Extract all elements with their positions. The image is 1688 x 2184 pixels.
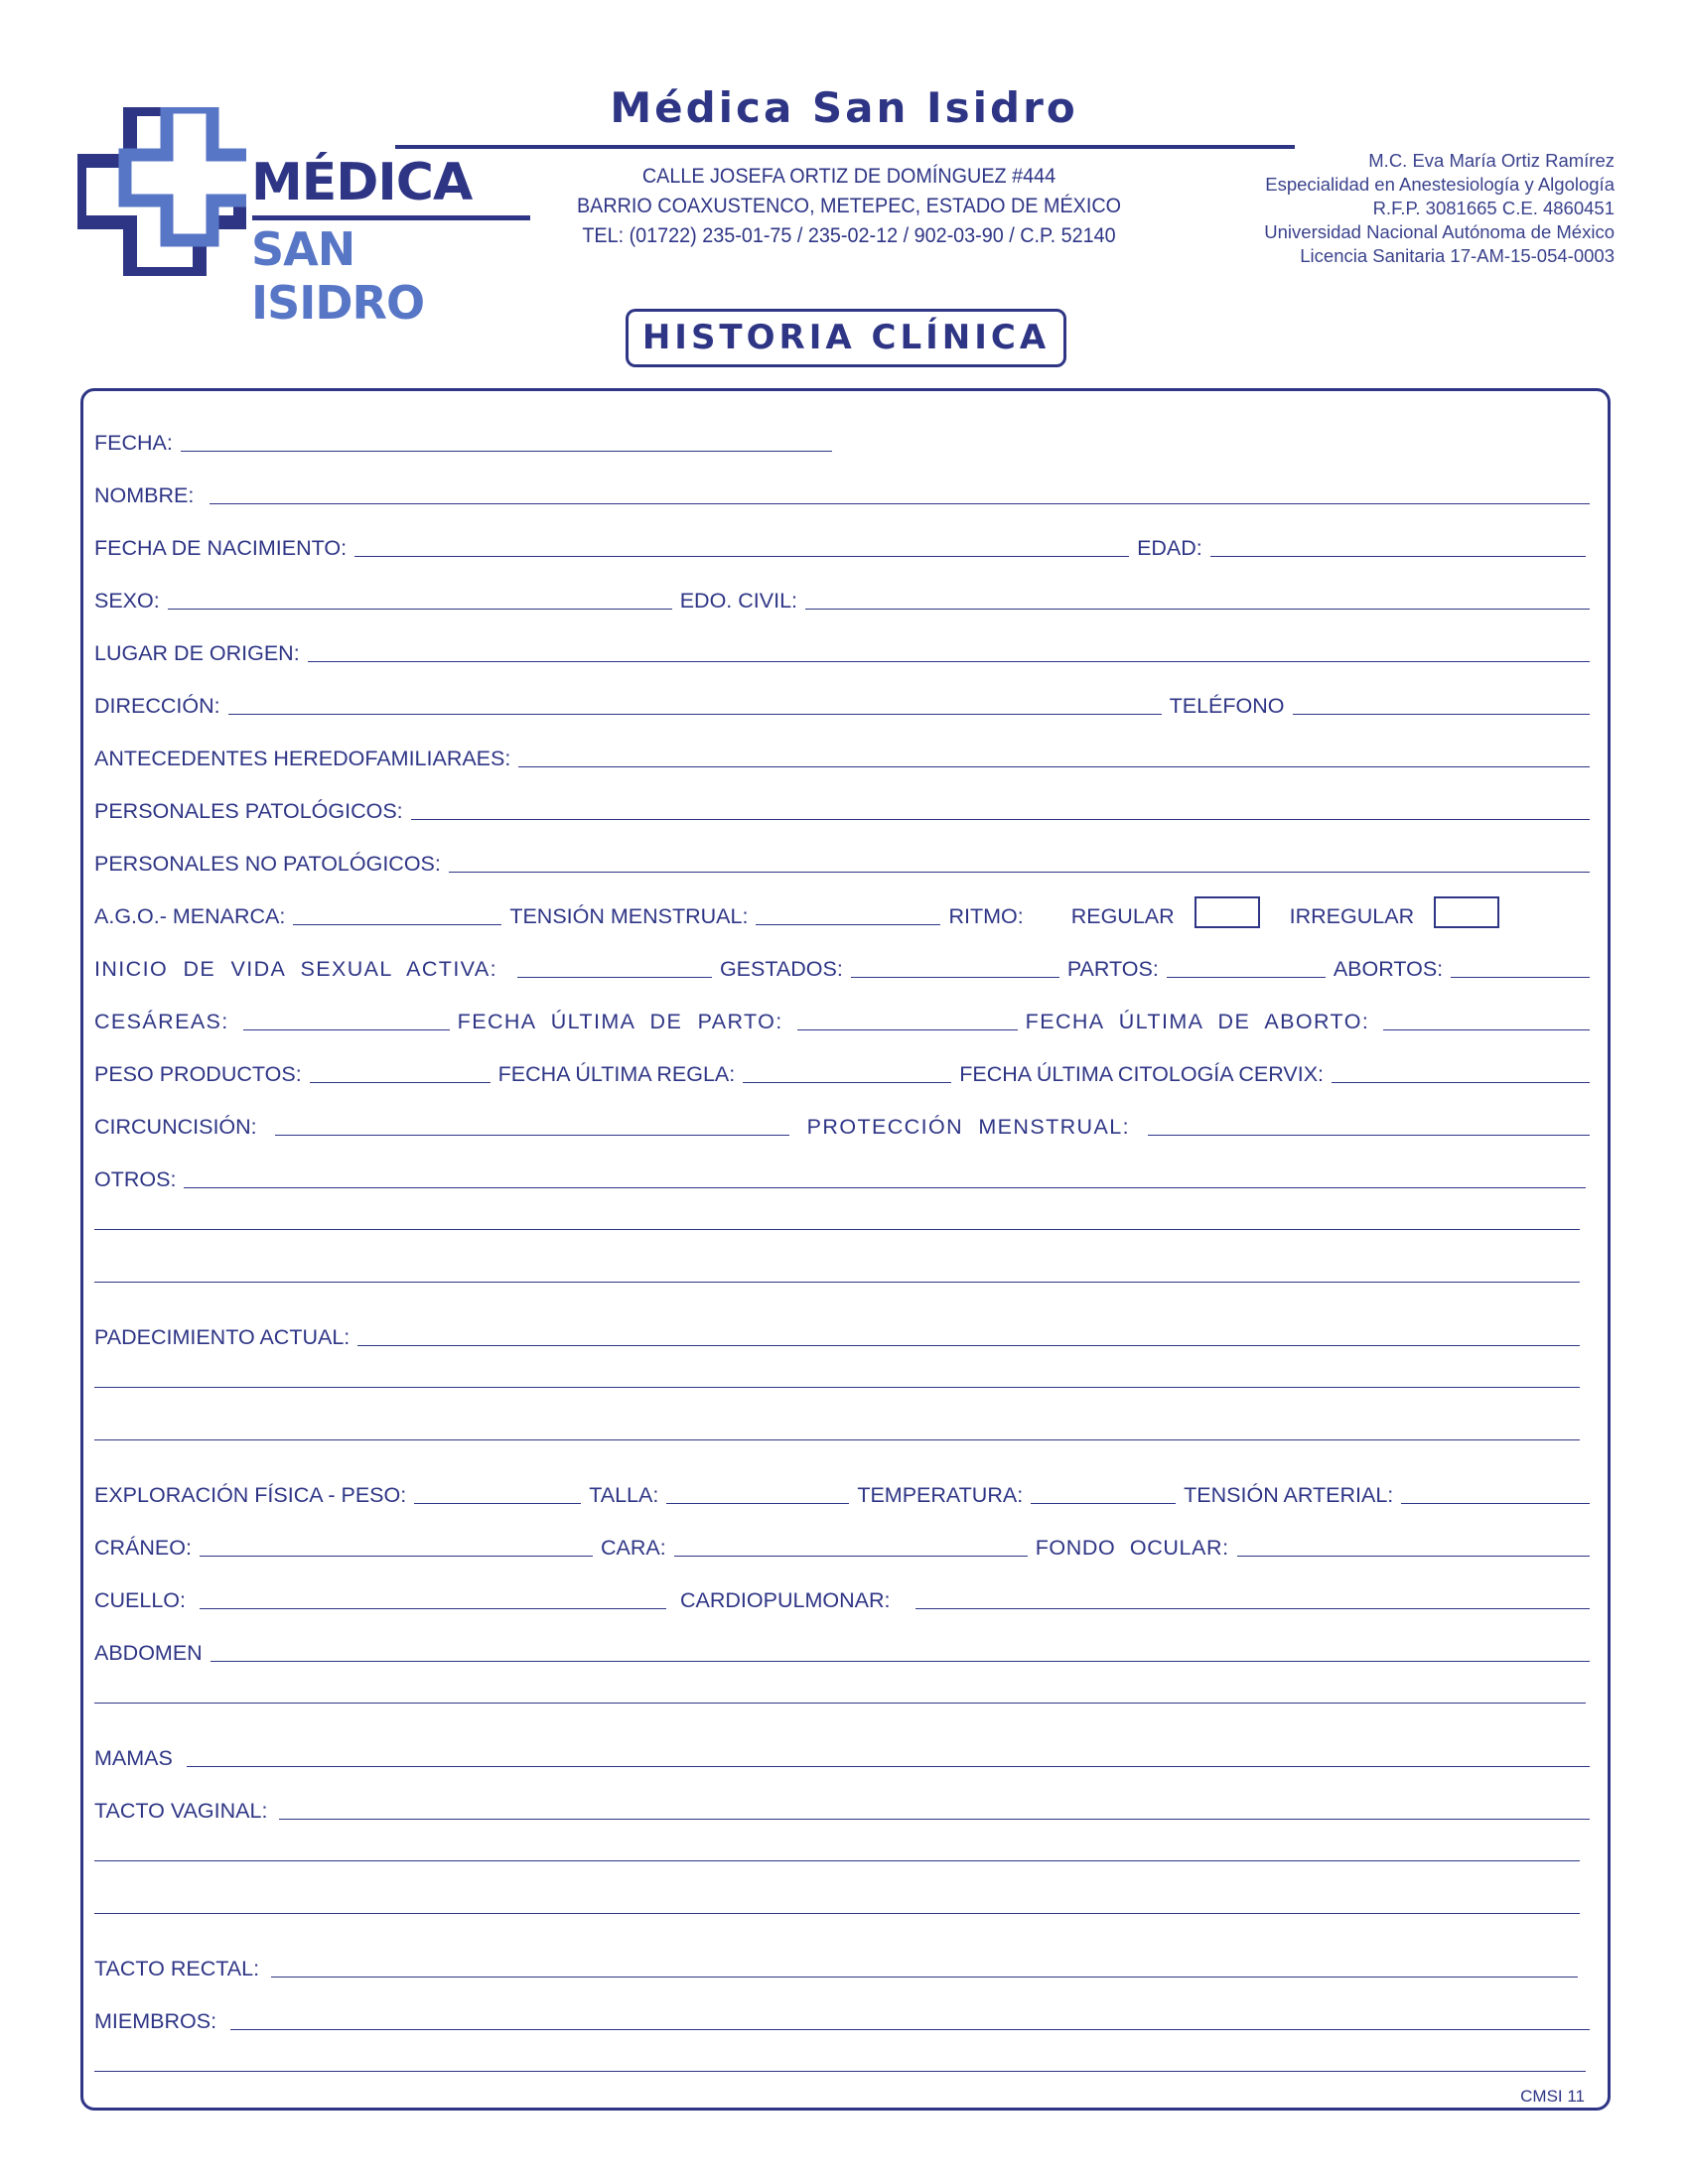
fecha-nacimiento-field[interactable] (354, 556, 1129, 557)
tension-menstrual-label: TENSIÓN MENSTRUAL: (509, 904, 749, 928)
antecedentes-label: ANTECEDENTES HEREDOFAMILIARAES: (94, 747, 511, 770)
exploracion-peso-label: EXPLORACIÓN FÍSICA - PESO: (94, 1483, 407, 1507)
edad-label: EDAD: (1137, 536, 1202, 560)
row-fecha (94, 415, 1590, 455)
fecha-ultima-citologia-label: FECHA ÚLTIMA CITOLOGÍA CERVIX: (959, 1062, 1325, 1086)
row-sexo (94, 573, 1590, 613)
padecimiento-field-line-2[interactable] (94, 1387, 1580, 1388)
fecha-ultima-parto-field[interactable] (797, 1029, 1018, 1030)
mamas-label: MAMAS (94, 1746, 173, 1770)
row-personales-patologicos (94, 783, 1590, 823)
lugar-origen-field[interactable] (308, 661, 1590, 662)
row-tacto-vaginal (94, 1783, 1590, 1823)
row-vida-sexual (94, 941, 1590, 981)
irregular-label: IRREGULAR (1289, 904, 1415, 928)
temperatura-label: TEMPERATURA: (857, 1483, 1024, 1507)
doctor-university: Universidad Nacional Autónoma de México (1264, 221, 1615, 242)
edad-field[interactable] (1210, 556, 1586, 557)
row-nombre (94, 468, 1590, 507)
gestados-field[interactable] (851, 977, 1059, 978)
padecimiento-field-line-3[interactable] (94, 1439, 1580, 1440)
row-personales-no-patologicos (94, 836, 1590, 876)
logo-text-medica: MÉDICA (251, 153, 473, 212)
fecha-nacimiento-label: FECHA DE NACIMIENTO: (94, 536, 348, 560)
row-padecimiento (94, 1309, 1590, 1349)
row-lugar-origen (94, 625, 1590, 665)
fecha-label: FECHA: (94, 431, 173, 455)
doctor-license: Licencia Sanitaria 17-AM-15-054-0003 (1300, 245, 1615, 266)
tacto-vaginal-label: TACTO VAGINAL: (94, 1799, 268, 1823)
fondo-ocular-field[interactable] (1237, 1556, 1590, 1557)
menarca-label: A.G.O.- MENARCA: (94, 904, 286, 928)
doctor-info (1019, 149, 1615, 268)
fondo-ocular-label: FONDO OCULAR: (1035, 1536, 1229, 1560)
proteccion-menstrual-label: PROTECCIÓN MENSTRUAL: (806, 1115, 1130, 1139)
edo-civil-field[interactable] (805, 609, 1590, 610)
row-exploracion (94, 1467, 1590, 1507)
row-antecedentes (94, 731, 1590, 770)
gestados-label: GESTADOS: (719, 957, 843, 981)
edo-civil-label: EDO. CIVIL: (679, 589, 798, 613)
craneo-label: CRÁNEO: (94, 1536, 192, 1560)
fecha-ultima-aborto-field[interactable] (1383, 1029, 1590, 1030)
otros-field-line-2[interactable] (94, 1229, 1580, 1230)
miembros-label: MIEMBROS: (94, 2009, 217, 2033)
abortos-label: ABORTOS: (1333, 957, 1444, 981)
tension-arterial-label: TENSIÓN ARTERIAL: (1184, 1483, 1394, 1507)
ritmo-label: RITMO: (948, 904, 1024, 928)
row-miembros (94, 1993, 1590, 2033)
tacto-rectal-label: TACTO RECTAL: (94, 1957, 260, 1980)
lugar-origen-label: LUGAR DE ORIGEN: (94, 641, 300, 665)
talla-label: TALLA: (589, 1483, 659, 1507)
partos-field[interactable] (1167, 977, 1326, 978)
padecimiento-actual-label: PADECIMIENTO ACTUAL: (94, 1325, 351, 1349)
cara-label: CARA: (600, 1536, 666, 1560)
circuncision-label: CIRCUNCISIÓN: (94, 1115, 257, 1139)
fecha-field[interactable] (181, 451, 832, 452)
regular-checkbox[interactable] (1195, 896, 1260, 928)
inicio-vida-sexual-label: INICIO DE VIDA SEXUAL ACTIVA: (94, 957, 497, 981)
mamas-field[interactable] (187, 1766, 1590, 1767)
row-abdomen (94, 1625, 1590, 1665)
otros-field[interactable] (184, 1187, 1586, 1188)
telefono-field[interactable] (1293, 714, 1590, 715)
abdomen-field[interactable] (211, 1661, 1590, 1662)
peso-productos-label: PESO PRODUCTOS: (94, 1062, 302, 1086)
circuncision-field[interactable] (275, 1135, 789, 1136)
row-tacto-rectal (94, 1941, 1590, 1980)
fecha-ultima-aborto-label: FECHA ÚLTIMA DE ABORTO: (1025, 1010, 1370, 1033)
partos-label: PARTOS: (1066, 957, 1159, 981)
address-phone: TEL: (01722) 235-01-75 / 235-02-12 / 902-03-90 / C.P. 52140 (582, 223, 1116, 247)
tacto-vaginal-field[interactable] (279, 1819, 1590, 1820)
nombre-field[interactable] (210, 503, 1590, 504)
row-craneo (94, 1520, 1590, 1560)
sexo-label: SEXO: (94, 589, 160, 613)
row-cesareas (94, 994, 1590, 1033)
row-circuncision (94, 1099, 1590, 1139)
regular-label: REGULAR (1070, 904, 1175, 928)
personales-no-patologicos-label: PERSONALES NO PATOLÓGICOS: (94, 852, 441, 876)
cuello-field[interactable] (200, 1608, 666, 1609)
miembros-field[interactable] (230, 2029, 1590, 2030)
address-neighborhood: BARRIO COAXUSTENCO, METEPEC, ESTADO DE MÉXICO (576, 194, 1122, 217)
cesareas-label: CESÁREAS: (94, 1010, 229, 1033)
fecha-ultima-regla-label: FECHA ÚLTIMA REGLA: (497, 1062, 736, 1086)
otros-label: OTROS: (94, 1167, 177, 1191)
cardiopulmonar-label: CARDIOPULMONAR: (680, 1588, 891, 1612)
cara-field[interactable] (674, 1556, 1028, 1557)
abortos-field[interactable] (1451, 977, 1590, 978)
row-ago (94, 888, 1590, 928)
address-street: CALLE JOSEFA ORTIZ DE DOMÍNGUEZ #444 (641, 164, 1056, 188)
doctor-name: M.C. Eva María Ortiz Ramírez (1368, 150, 1615, 171)
antecedentes-field[interactable] (518, 766, 1590, 767)
row-nacimiento (94, 520, 1590, 560)
doctor-specialty: Especialidad en Anestesiología y Algología (1265, 174, 1615, 195)
logo-divider (252, 215, 530, 220)
sexo-field[interactable] (168, 609, 672, 610)
tacto-vaginal-field-line-2[interactable] (94, 1860, 1580, 1861)
tacto-vaginal-field-line-3[interactable] (94, 1913, 1580, 1914)
cardiopulmonar-field[interactable] (915, 1608, 1590, 1609)
row-cuello (94, 1572, 1590, 1612)
menarca-field[interactable] (293, 924, 501, 925)
cesareas-field[interactable] (243, 1029, 450, 1030)
personales-no-patologicos-field[interactable] (449, 872, 1590, 873)
otros-field-line-3[interactable] (94, 1282, 1580, 1283)
personales-patologicos-label: PERSONALES PATOLÓGICOS: (94, 799, 403, 823)
peso-field[interactable] (414, 1503, 581, 1504)
row-peso-productos (94, 1046, 1590, 1086)
inicio-vida-sexual-field[interactable] (517, 977, 712, 978)
row-otros (94, 1152, 1590, 1191)
row-mamas (94, 1730, 1590, 1770)
nombre-label: NOMBRE: (94, 483, 195, 507)
peso-productos-field[interactable] (310, 1082, 491, 1083)
fecha-ultima-regla-field[interactable] (743, 1082, 951, 1083)
proteccion-menstrual-field[interactable] (1148, 1135, 1590, 1136)
direccion-label: DIRECCIÓN: (94, 694, 220, 718)
clinic-name: Médica San Isidro (610, 83, 1078, 132)
row-direccion (94, 678, 1590, 718)
miembros-field-line-2[interactable] (94, 2071, 1586, 2072)
doctor-ids: R.F.P. 3081665 C.E. 4860451 (1372, 198, 1615, 218)
fecha-ultima-citologia-field[interactable] (1332, 1082, 1590, 1083)
temperatura-field[interactable] (1031, 1503, 1176, 1504)
craneo-field[interactable] (200, 1556, 593, 1557)
clinic-logo (77, 107, 534, 330)
tacto-rectal-field[interactable] (271, 1977, 1578, 1978)
logo-text-san-isidro: SAN ISIDRO (251, 222, 425, 330)
talla-field[interactable] (666, 1503, 849, 1504)
tension-arterial-field[interactable] (1401, 1503, 1590, 1504)
form-title: HISTORIA CLÍNICA (626, 309, 1066, 367)
tension-menstrual-field[interactable] (756, 924, 940, 925)
cuello-label: CUELLO: (94, 1588, 187, 1612)
fecha-ultima-parto-label: FECHA ÚLTIMA DE PARTO: (457, 1010, 783, 1033)
medical-cross-icon (77, 107, 246, 276)
form-code: CMSI 11 (1520, 2087, 1585, 2106)
irregular-checkbox[interactable] (1434, 896, 1499, 928)
padecimiento-actual-field[interactable] (357, 1345, 1580, 1346)
personales-patologicos-field[interactable] (411, 819, 1590, 820)
abdomen-field-line-2[interactable] (94, 1703, 1586, 1704)
telefono-label: TELÉFONO (1169, 694, 1285, 718)
abdomen-label: ABDOMEN (94, 1641, 203, 1665)
direccion-field[interactable] (228, 714, 1162, 715)
